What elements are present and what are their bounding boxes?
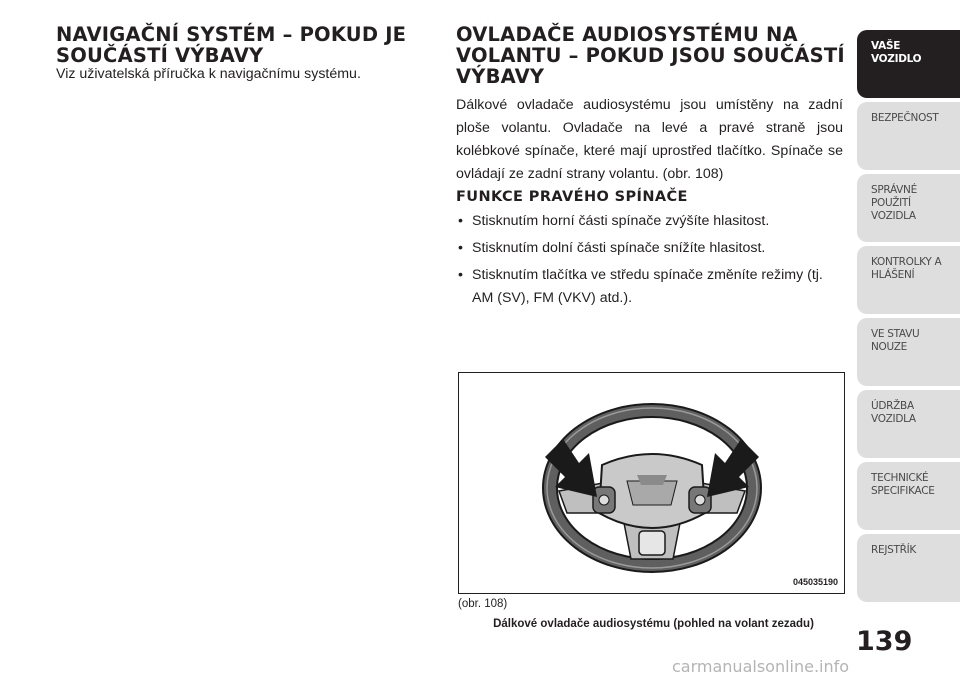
watermark: carmanualsonline.info — [672, 657, 850, 676]
steering-wheel-illustration — [459, 373, 844, 593]
page-number: 139 — [856, 626, 913, 657]
tab-label: KONTROLKY A HLÁŠENÍ — [871, 256, 942, 281]
list-item: • Stisknutím dolní části spínače snížíte hlasitost. — [456, 237, 846, 260]
tab-label: TECHNICKÉ SPECIFIKACE — [871, 472, 935, 497]
right-switch-subheading: FUNKCE PRAVÉHO SPÍNAČE — [456, 189, 688, 205]
right-switch-functions-list — [456, 210, 846, 314]
tab-ve-stavu-nouze[interactable] — [857, 318, 960, 386]
tab-spravne-pouziti-vozidla[interactable] — [857, 174, 960, 242]
tab-kontrolky-a-hlaseni[interactable] — [857, 246, 960, 314]
tab-vase-vozidlo[interactable] — [857, 30, 960, 98]
audio-controls-text: Dálkové ovladače audiosystému jsou umístěny na zadní ploše volantu. Ovladače na levé a pravé straně jsou kolébkové spínače, které mají uprostřed tlačítko. Spínače se ovládají ze zadní strany volantu. (obr. 108) — [456, 97, 843, 182]
tab-label: VAŠE VOZIDLO — [871, 40, 922, 65]
tab-label: ÚDRŽBA VOZIDLA — [871, 400, 916, 425]
tab-label: SPRÁVNÉ POUŽITÍ VOZIDLA — [871, 184, 917, 222]
tab-label: REJSTŘÍK — [871, 544, 916, 556]
tab-label: VE STAVU NOUZE — [871, 328, 920, 353]
tab-bezpecnost[interactable] — [857, 102, 960, 170]
list-item: • Stisknutím tlačítka ve středu spínače změníte režimy (tj. AM (SV), FM (VKV) atd.). — [456, 264, 846, 310]
audio-controls-heading: OVLADAČE AUDIOSYSTÉMU NA VOLANTU – POKUD JSOU SOUČÁSTÍ VÝBAVY — [456, 23, 845, 88]
list-item: • Stisknutím horní části spínače zvýšíte hlasitost. — [456, 210, 846, 233]
steering-wheel-figure — [458, 372, 845, 594]
figure-code: 045035190 — [792, 577, 838, 587]
figure-reference: (obr. 108) — [458, 598, 508, 610]
navigation-system-heading: NAVIGAČNÍ SYSTÉM – POKUD JE SOUČÁSTÍ VÝBAVY — [56, 23, 407, 67]
navigation-system-text: Viz uživatelská příručka k navigačnímu systému. — [56, 66, 361, 82]
tab-technicke-specifikace[interactable] — [857, 462, 960, 530]
tab-udrzba-vozidla[interactable] — [857, 390, 960, 458]
tab-label: BEZPEČNOST — [871, 112, 939, 124]
tab-rejstrik[interactable] — [857, 534, 960, 602]
figure-caption: Dálkové ovladače audiosystému (pohled na volant zezadu) — [493, 618, 814, 630]
